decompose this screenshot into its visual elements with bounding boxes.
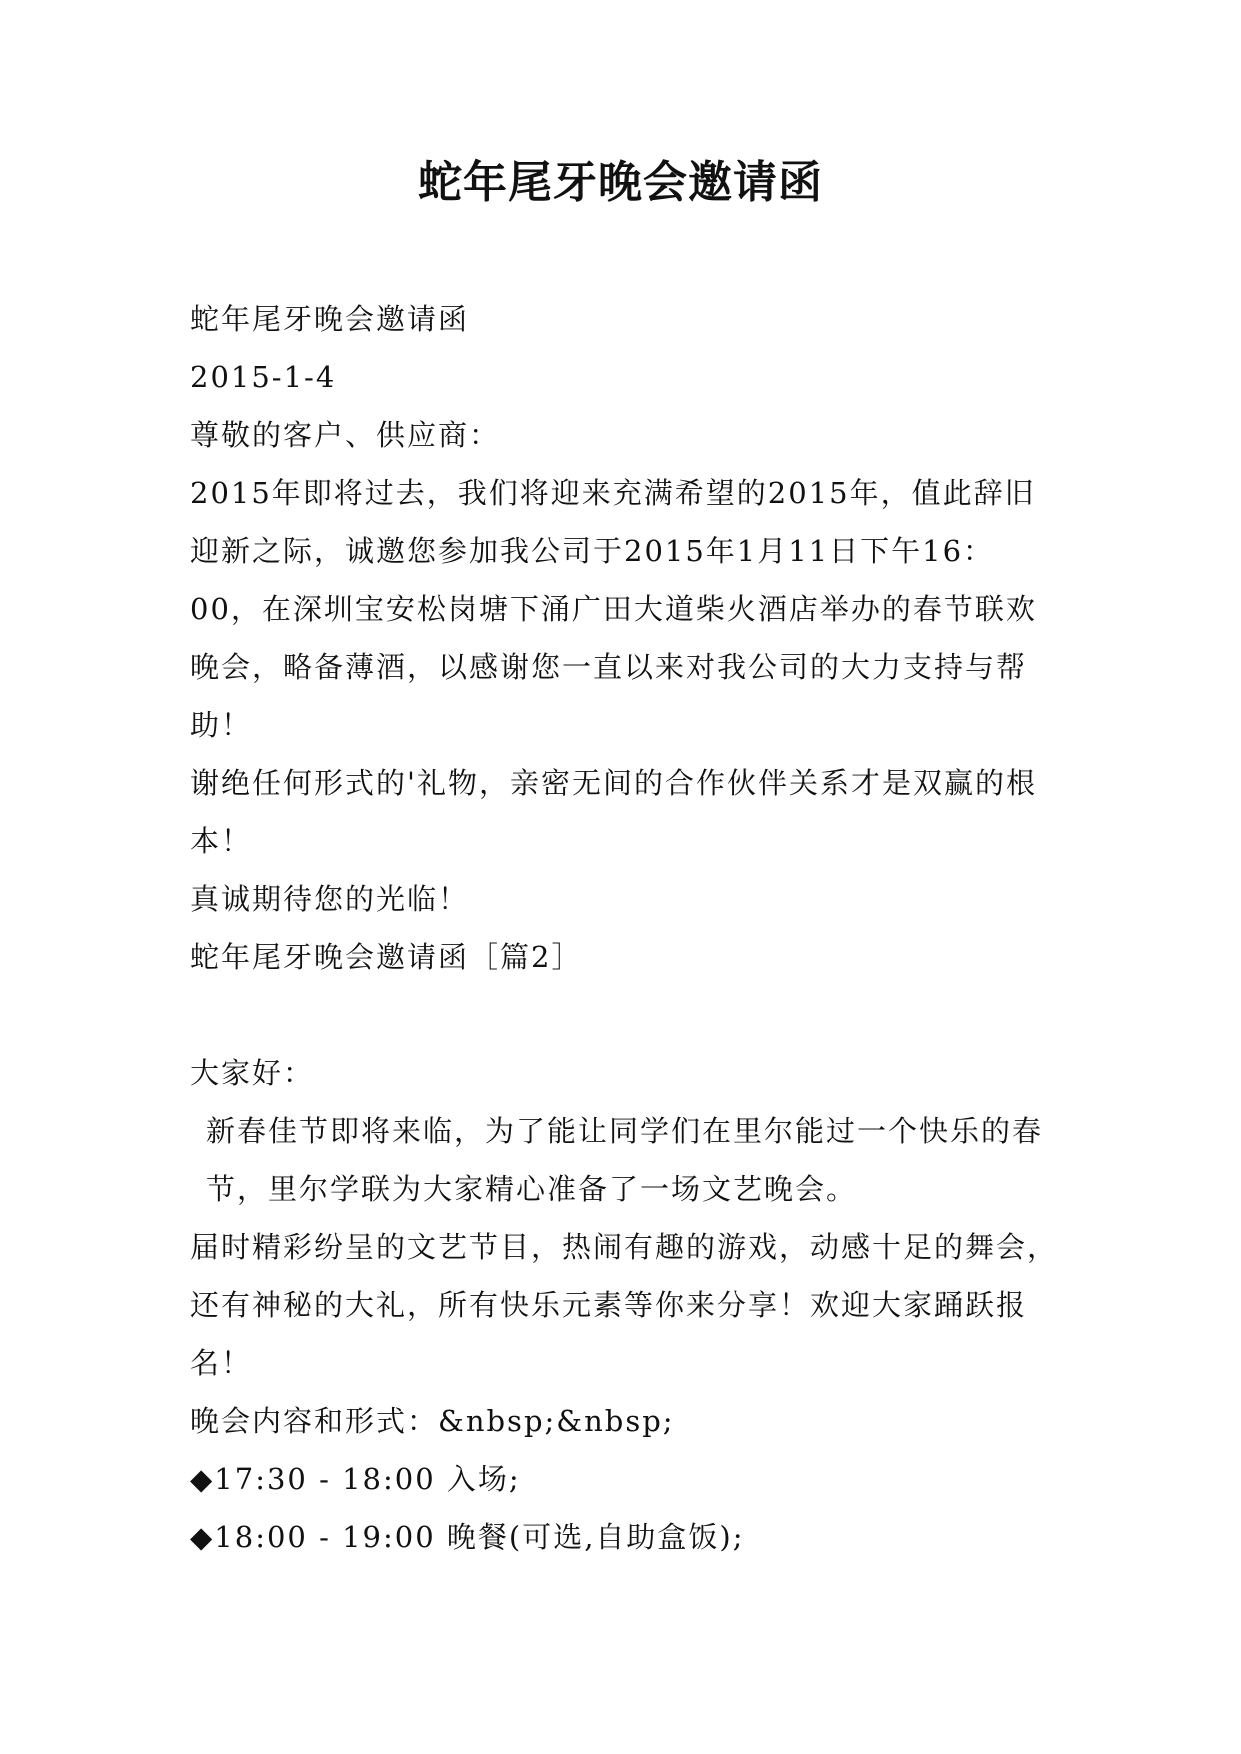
paragraph-program: 届时精彩纷呈的文艺节目，热闹有趣的游戏，动感十足的舞会，还有神秘的大礼，所有快乐元素等你来分享！欢迎大家踊跃报名！ bbox=[190, 1230, 1059, 1380]
blank-line bbox=[190, 986, 1060, 1044]
schedule-item: ◆17:30 - 18:00 入场; bbox=[190, 1462, 521, 1496]
paragraph-salutation: 尊敬的客户、供应商： bbox=[190, 418, 501, 452]
paragraph-date: 2015-1-4 bbox=[190, 360, 337, 394]
document-body bbox=[190, 290, 1060, 1566]
paragraph-content-label: 晚会内容和形式：&nbsp;&nbsp; bbox=[190, 1404, 675, 1438]
paragraph-announcement: 新春佳节即将来临，为了能让同学们在里尔能过一个快乐的春节，里尔学联为大家精心准备了一场文艺晚会。 bbox=[206, 1114, 1044, 1206]
paragraph-no-gifts: 谢绝任何形式的'礼物，亲密无间的合作伙伴关系才是双赢的根本！ bbox=[190, 766, 1037, 858]
paragraph-section-title: 蛇年尾牙晚会邀请函［篇2］ bbox=[190, 940, 583, 974]
document-title: 蛇年尾牙晚会邀请函 bbox=[418, 157, 823, 208]
paragraph-greeting: 大家好： bbox=[190, 1056, 315, 1090]
schedule-item: ◆18:00 - 19:00 晚餐(可选,自助盒饭); bbox=[190, 1520, 745, 1554]
paragraph-heading: 蛇年尾牙晚会邀请函 bbox=[190, 302, 470, 336]
paragraph-closing: 真诚期待您的光临！ bbox=[190, 882, 470, 916]
paragraph-invitation: 2015年即将过去，我们将迎来充满希望的2015年，值此辞旧迎新之际，诚邀您参加我公司于2015年1月11日下午16：00，在深圳宝安松岗塘下涌广田大道柴火酒店举办的春节联欢晚会，略备薄酒，以感谢您一直以来对我公司的大力支持与帮助！ bbox=[190, 476, 1037, 742]
